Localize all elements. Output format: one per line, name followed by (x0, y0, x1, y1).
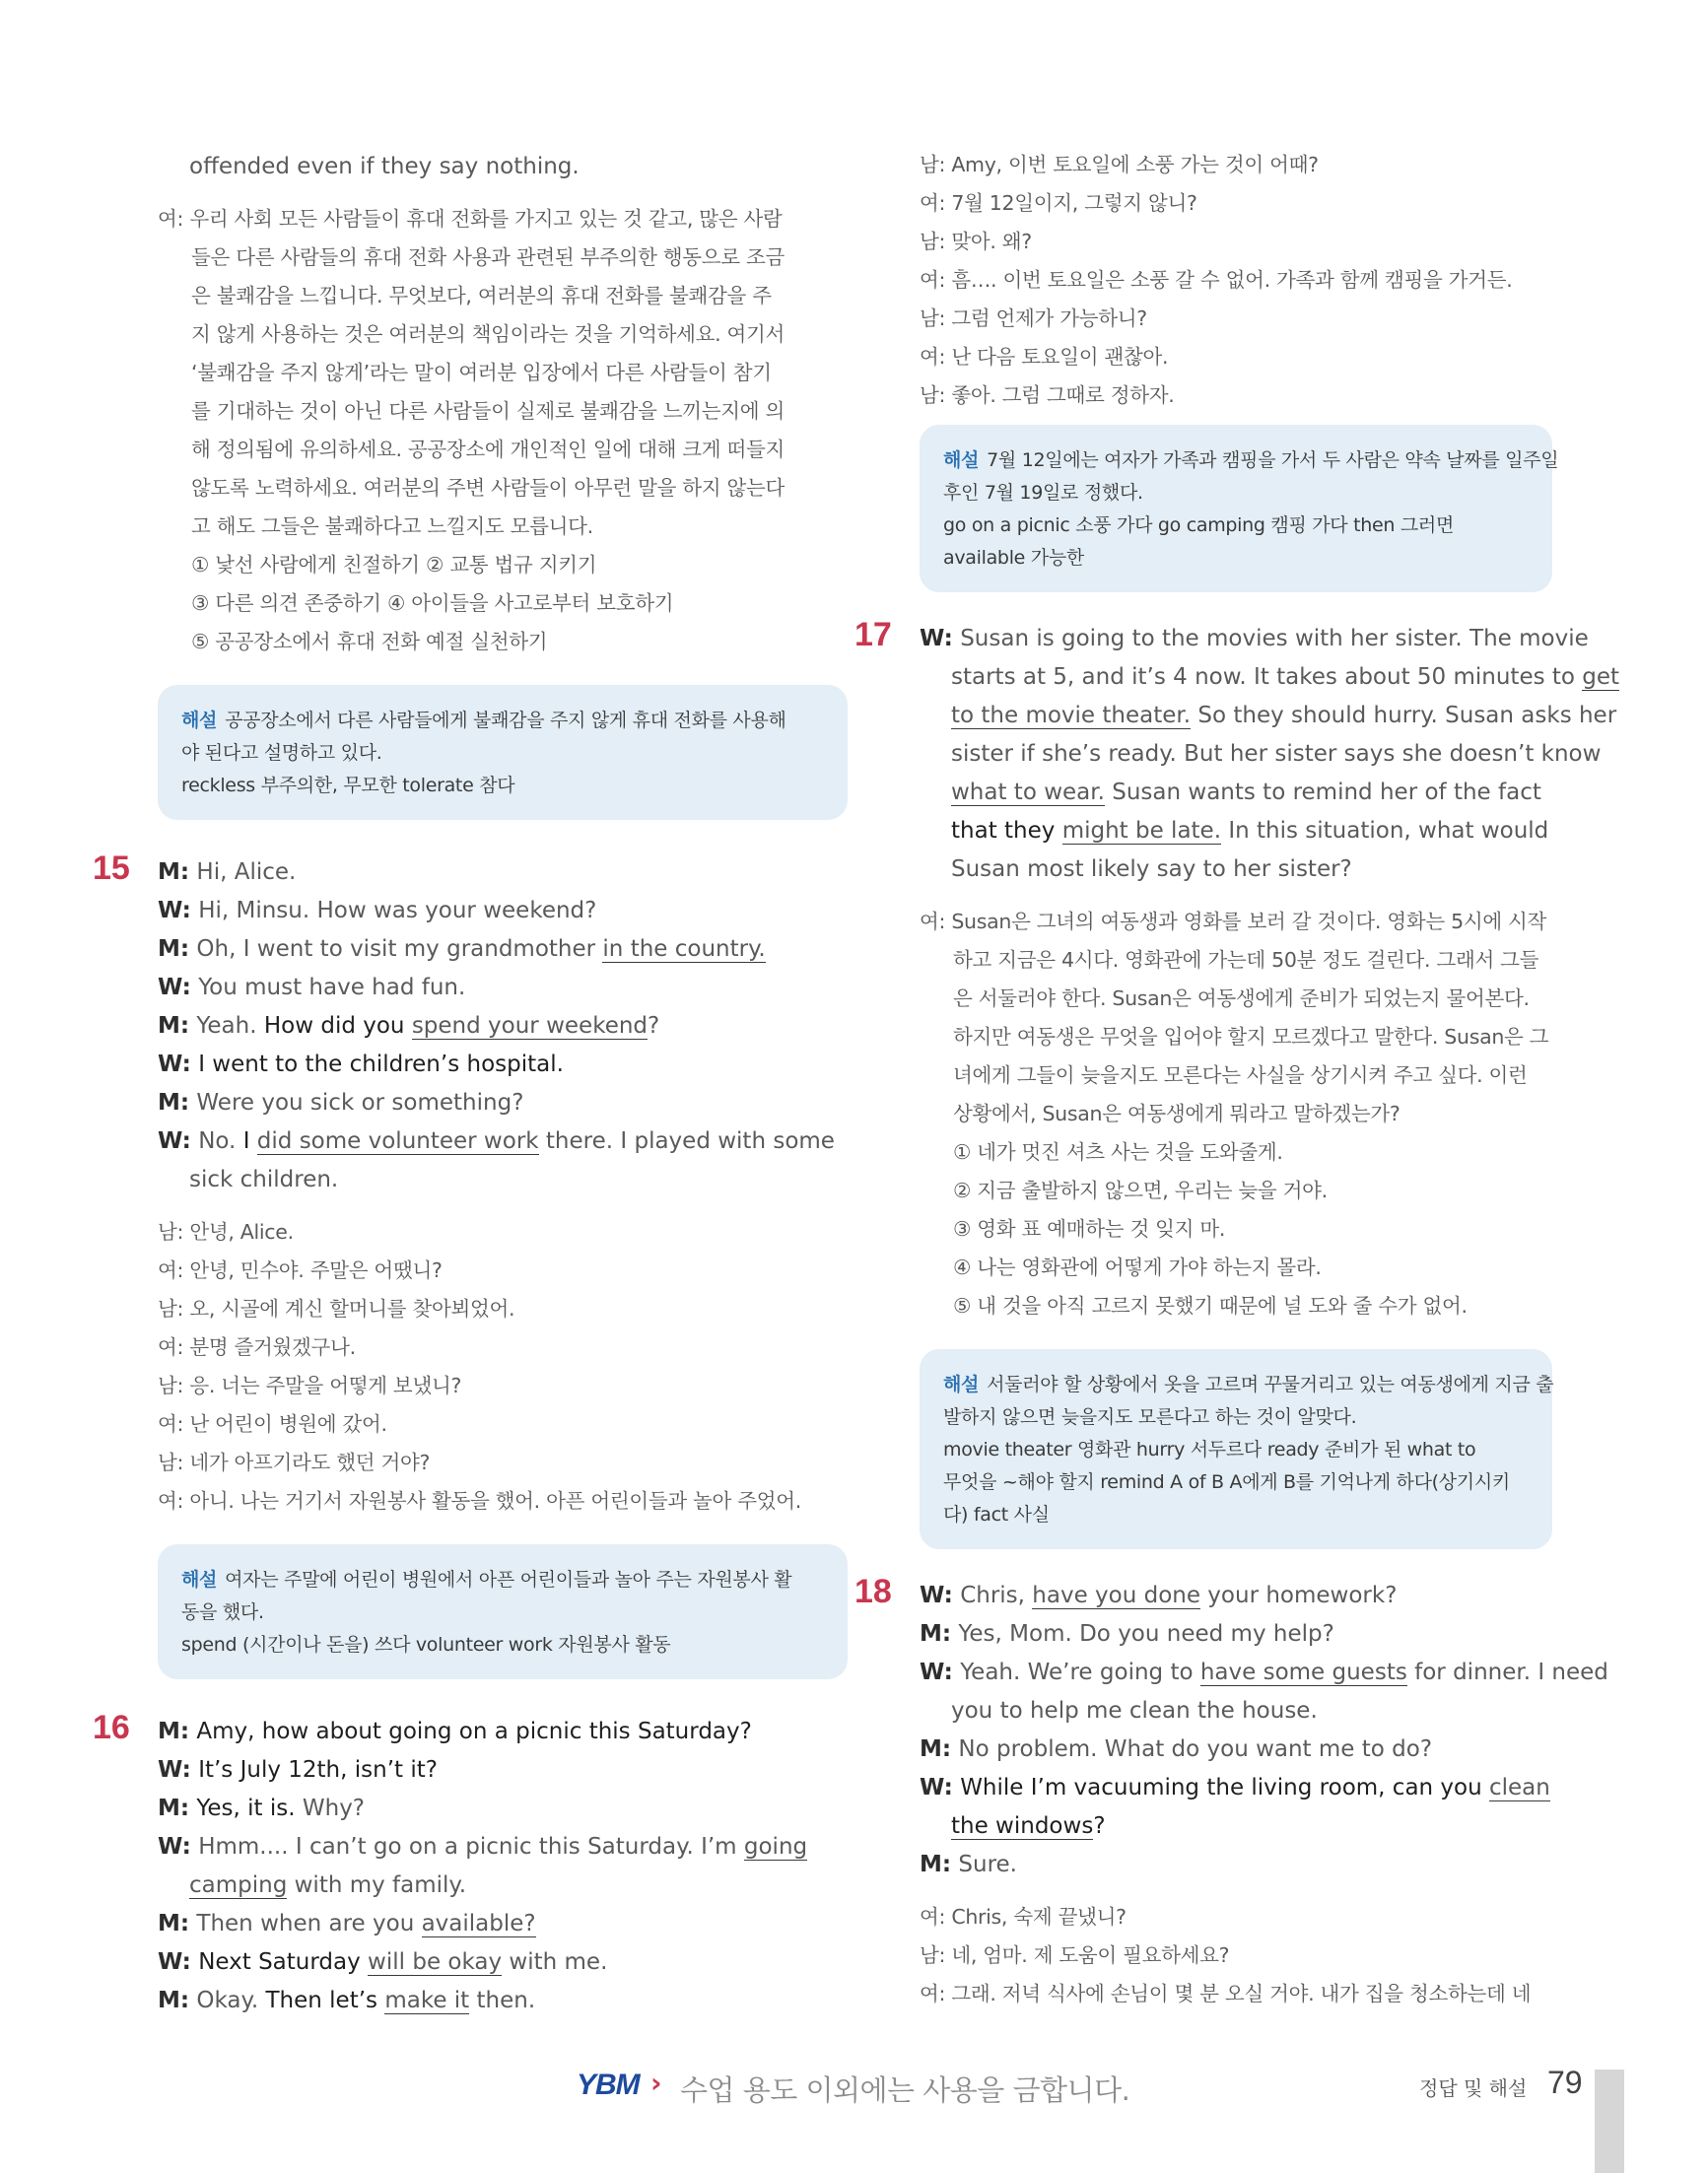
line-text: Chris, (960, 1583, 1033, 1608)
section-label: 정답 및 해설 (1419, 2076, 1528, 2100)
speaker-label: W: (920, 626, 953, 651)
line-text: You must have had fun. (198, 975, 466, 1000)
explanation-label: 해설 (943, 1374, 980, 1395)
vocab-line: available 가능한 (943, 547, 1084, 569)
explanation-text: 7월 12일에는 여자가 가족과 캠핑을 가서 두 사람은 약속 날짜를 일주일 (987, 449, 1559, 471)
speaker-label: W: (158, 1052, 191, 1077)
line-text: there. I played with some (538, 1128, 835, 1154)
translation-line: 않도록 노력하세요. 여러분의 주변 사람들이 아무런 말을 하지 않는다 (191, 476, 786, 500)
translation-line: 하지만 여동생은 무엇을 입어야 할지 모르겠다고 말한다. Susan은 그 (953, 1025, 1549, 1049)
dictation-answer: spend your weekend (411, 1013, 649, 1039)
key-phrase: It’s July 12th, isn’t it? (198, 1757, 438, 1783)
dialogue-line (93, 1709, 848, 1751)
explanation-line (943, 1401, 1529, 1434)
explanation-text: 야 된다고 설명하고 있다. (181, 742, 382, 764)
key-phrase: I (242, 1128, 257, 1154)
dictation-answer: the windows (951, 1813, 1094, 1839)
chevron-right-icon: › (650, 2067, 662, 2099)
key-phrase: Next Saturday (198, 1949, 369, 1975)
translation-line: 해 정의됨에 유의하세요. 공공장소에 개인적인 일에 대해 크게 떠들지 (191, 438, 786, 461)
key-phrase: Yes, it is. (196, 1796, 296, 1821)
dictation-answer: what to wear. (951, 780, 1105, 805)
dialogue-line (158, 1867, 848, 1905)
key-phrase: I went to the children’s hospital. (198, 1052, 564, 1077)
line-text: with me. (502, 1949, 608, 1975)
translation-line: 여: Chris, 숙제 끝냈니? (920, 1905, 1127, 1929)
translation-line: 남: 안녕, Alice. (158, 1220, 294, 1244)
explanation-text: 공공장소에서 다른 사람들에게 불쾌감을 주지 않게 휴대 전화를 사용해 (225, 710, 786, 731)
speaker-label: W: (920, 1583, 953, 1608)
transcript-line (920, 697, 1617, 735)
dictation-answer: camping (189, 1872, 288, 1898)
dictation-answer: have some guests (1199, 1660, 1407, 1685)
speaker-label: W: (920, 1660, 953, 1685)
speaker-label: M: (920, 1736, 952, 1762)
spacer (158, 661, 848, 675)
key-phrase: Then let’s (265, 1988, 385, 2013)
explanation-text: 여자는 주말에 어린이 병원에서 아픈 어린이들과 놀아 주는 자원봉사 활 (225, 1569, 792, 1591)
page-edge-tab (1595, 2070, 1624, 2173)
translation-line: ② 지금 출발하지 않으면, 우리는 늦을 거야. (953, 1179, 1328, 1202)
speaker-label: M: (158, 1013, 190, 1039)
line-text: Hi, Minsu. How was your weekend? (198, 898, 597, 923)
dialogue-line (158, 930, 848, 969)
dialogue-line (158, 1046, 848, 1084)
line-text: Sure. (958, 1852, 1017, 1877)
translation-line: 여: 안녕, 민수야. 주말은 어땠니? (158, 1258, 443, 1282)
dialogue-line (158, 1943, 848, 1982)
question-number-18: 18 (854, 1573, 892, 1610)
dialogue-line (158, 1982, 848, 2020)
translation-line: 여: 아니. 나는 거기서 자원봉사 활동을 했어. 아픈 어린이들과 놀아 주었어. (158, 1489, 802, 1513)
dictation-answer: have you done (1032, 1583, 1200, 1608)
dialogue-line (920, 1731, 1552, 1769)
explanation-line (181, 1564, 824, 1596)
spacer (158, 834, 848, 853)
explanation-line (181, 705, 824, 737)
vocab-line: spend (시간이나 돈을) 쓰다 volunteer work 자원봉사 활동 (181, 1634, 671, 1656)
explanation-text: 서둘러야 할 상황에서 옷을 고르며 꾸물거리고 있는 여동생에게 지금 출 (987, 1374, 1554, 1395)
translation-line: 녀에게 그들이 늦을지도 모른다는 사실을 상기시켜 주고 싶다. 이런 (953, 1063, 1528, 1087)
translation-line: 지 않게 사용하는 것은 여러분의 책임이라는 것을 기억하세요. 여기서 (191, 322, 786, 346)
spacer (158, 1199, 848, 1213)
transcript-line (920, 735, 1602, 774)
translation-line: ③ 다른 의견 존중하기 ④ 아이들을 사고로부터 보호하기 (191, 591, 674, 615)
line-text: Okay. (196, 1988, 266, 2013)
speaker-label: W: (158, 975, 191, 1000)
speaker-label: W: (158, 1757, 191, 1783)
dialogue-line (158, 1790, 848, 1828)
line-text: ? (648, 1013, 660, 1039)
line-text: In this situation, what would (1221, 818, 1549, 844)
explanation-text: 동을 했다. (181, 1601, 264, 1623)
explanation-text: 발하지 않으면 늦을지도 모른다고 하는 것이 알맞다. (943, 1406, 1357, 1428)
transcript-line (920, 658, 1620, 697)
speaker-label: M: (158, 936, 190, 962)
translation-line: 여: 7월 12일이지, 그렇지 않니? (920, 191, 1197, 215)
line-text: your homework? (1200, 1583, 1398, 1608)
dictation-answer: going (743, 1834, 808, 1860)
spacer (920, 889, 1552, 903)
dialogue-line (158, 892, 848, 930)
dialogue-line (158, 1905, 848, 1943)
usage-notice: 수업 용도 이외에는 사용을 금합니다. (680, 2073, 1130, 2107)
translation-line: ① 네가 멋진 셔츠 사는 것을 도와줄게. (953, 1140, 1283, 1164)
dictation-answer: get (1582, 664, 1620, 690)
line-text: No. (198, 1128, 243, 1154)
spacer (158, 1521, 848, 1534)
explanation-text: 후인 7월 19일로 정했다. (943, 482, 1143, 504)
translation-line: 들은 다른 사람들의 휴대 전화 사용과 관련된 부주의한 행동으로 조금 (191, 245, 786, 269)
explanation-box-14 (158, 685, 848, 820)
dictation-answer: clean (1489, 1775, 1550, 1800)
dialogue-line (920, 1769, 1552, 1807)
line-text: ? (1093, 1813, 1106, 1839)
question-number-17: 17 (854, 616, 892, 653)
dialogue-line (158, 1084, 848, 1122)
spacer (158, 186, 848, 200)
speaker-label: M: (920, 1621, 952, 1647)
vocab-line: reckless 부주의한, 무모한 tolerate 참다 (181, 775, 515, 796)
spacer (158, 1693, 848, 1713)
line-text: then. (469, 1988, 536, 2013)
vocab-line: 다) fact 사실 (943, 1504, 1050, 1526)
spacer (920, 1325, 1552, 1339)
dictation-answer: to the movie theater. (951, 703, 1192, 728)
spacer (920, 1884, 1552, 1898)
dialogue-line (854, 1573, 1552, 1615)
translation-line: ⑤ 내 것을 아직 고르지 못했기 때문에 널 도와 줄 수가 없어. (953, 1294, 1468, 1318)
spacer (920, 606, 1552, 620)
left-column (93, 148, 848, 2020)
right-column (854, 146, 1620, 2013)
translation-line: ‘불쾌감을 주지 않게’라는 말이 여러분 입장에서 다른 사람들이 참기 (191, 361, 772, 384)
explanation-line (181, 737, 824, 770)
line-text: with my family. (287, 1872, 467, 1898)
speaker-label: W: (158, 1128, 191, 1154)
translation-line: 남: Amy, 이번 토요일에 소풍 가는 것이 어때? (920, 153, 1319, 176)
translation-line: 남: 맞아. 왜? (920, 230, 1032, 253)
transcript-line: offended even if they say nothing. (189, 154, 580, 179)
ybm-logo: YBM (577, 2069, 640, 2101)
key-phrase: Amy, how about going on a picnic this Saturday? (196, 1719, 752, 1744)
explanation-label: 해설 (943, 449, 980, 471)
line-text: starts at 5, and it’s 4 now. It takes about 50 minutes to (951, 664, 1583, 690)
dialogue-line (158, 1007, 848, 1046)
dialogue-line (158, 1751, 848, 1790)
translation-line: 고 해도 그들은 불쾌하다고 느낄지도 모릅니다. (191, 514, 593, 538)
line-text: So they should hurry. Susan asks her (1191, 703, 1617, 728)
translation-line: 남: 응. 너는 주말을 어떻게 보냈니? (158, 1374, 462, 1397)
translation-line: 여: 난 다음 토요일이 괜찮아. (920, 345, 1169, 369)
vocab-line: movie theater 영화관 hurry 서두르다 ready 준비가 된 what to (943, 1439, 1476, 1460)
translation-line: ⑤ 공공장소에서 휴대 전화 예절 실천하기 (191, 630, 548, 653)
explanation-label: 해설 (181, 1569, 218, 1591)
dictation-answer: available? (421, 1911, 536, 1936)
translation-line: ③ 영화 표 예매하는 것 잊지 마. (953, 1217, 1226, 1241)
transcript-line (920, 850, 1552, 889)
translation-line: 남: 네, 엄마. 제 도움이 필요하세요? (920, 1943, 1230, 1967)
speaker-label: W: (158, 1949, 191, 1975)
dialogue-line (158, 1122, 848, 1161)
line-text: Were you sick or something? (196, 1090, 524, 1116)
translation-line: 상황에서, Susan은 여동생에게 뭐라고 말하겠는가? (953, 1102, 1401, 1125)
question-number-16: 16 (93, 1709, 130, 1746)
line-text: Hmm.... I can’t go on a picnic this Saturday. I’m (198, 1834, 744, 1860)
line-text: Then when are you (196, 1911, 422, 1936)
page-footer (0, 2065, 1708, 2114)
dialogue-line (93, 849, 848, 892)
translation-line: 은 불쾌감을 느낍니다. 무엇보다, 여러분의 휴대 전화를 불쾌감을 주 (191, 284, 772, 307)
vocab-line: 무엇을 ~해야 할지 remind A of B A에게 B를 기억나게 하다(상기시키 (943, 1471, 1510, 1493)
line-text: No problem. What do you want me to do? (958, 1736, 1433, 1762)
dialogue-line (920, 1846, 1552, 1884)
dialogue-line (158, 969, 848, 1007)
transcript-line (920, 812, 1552, 850)
explanation-label: 해설 (181, 710, 218, 731)
speaker-label: M: (158, 1090, 190, 1116)
dialogue-line: sick children. (189, 1167, 339, 1192)
translation-line: 여: 난 어린이 병원에 갔어. (158, 1412, 387, 1436)
line-text: Susan most likely say to her sister? (951, 856, 1352, 882)
speaker-label: M: (158, 1796, 190, 1821)
line-text: Why? (295, 1796, 366, 1821)
translation-line: 여: Susan은 그녀의 여동생과 영화를 보러 갈 것이다. 영화는 5시에 시작 (920, 910, 1547, 933)
explanation-box-16 (920, 425, 1559, 592)
line-text: Yeah. We’re going to (960, 1660, 1200, 1685)
dialogue-line (920, 1654, 1608, 1692)
speaker-label: M: (158, 1988, 190, 2013)
translation-line: 를 기대하는 것이 아닌 다른 사람들이 실제로 불쾌감을 느끼는지에 의 (191, 399, 786, 423)
key-phrase: How did you (263, 1013, 412, 1039)
translation-line: 남: 좋아. 그럼 그때로 정하자. (920, 383, 1175, 407)
line-text: Susan wants to remind her of the fact (1104, 780, 1541, 805)
translation-line: 남: 네가 아프기라도 했던 거야? (158, 1451, 431, 1474)
transcript-line (920, 774, 1552, 812)
key-phrase: While I’m vacuuming the living room, can you (960, 1775, 1489, 1800)
speaker-label: M: (920, 1852, 952, 1877)
speaker-label: M: (158, 1719, 190, 1744)
dictation-answer: did some volunteer work (256, 1128, 539, 1154)
explanation-line (943, 477, 1529, 509)
dictation-answer: will be okay (368, 1949, 503, 1975)
translation-line: ① 낯선 사람에게 친절하기 ② 교통 법규 지키기 (191, 553, 597, 577)
translation-line: ④ 나는 영화관에 어떻게 가야 하는지 몰라. (953, 1256, 1322, 1279)
explanation-box-17 (920, 1349, 1552, 1549)
spacer (920, 1563, 1552, 1577)
speaker-label: M: (158, 859, 190, 885)
page-number: 79 (1547, 2065, 1583, 2100)
dictation-answer: in the country. (602, 936, 766, 962)
dialogue-line: you to help me clean the house. (951, 1698, 1318, 1724)
translation-line: 남: 그럼 언제가 가능하니? (920, 306, 1147, 330)
translation-line: 여: 우리 사회 모든 사람들이 휴대 전화를 가지고 있는 것 같고, 많은 사람 (158, 207, 783, 231)
speaker-label: W: (158, 1834, 191, 1860)
line-text: sister if she’s ready. But her sister says she doesn’t know (951, 741, 1602, 767)
key-phrase: that they (951, 818, 1062, 844)
speaker-label: M: (158, 1911, 190, 1936)
translation-line: 남: 오, 시골에 계신 할머니를 찾아뵈었어. (158, 1297, 515, 1321)
transcript-line (854, 616, 1589, 658)
explanation-line (943, 444, 1559, 477)
dialogue-line (920, 1807, 1552, 1846)
translation-line: 은 서둘러야 한다. Susan은 여동생에게 준비가 되었는지 물어본다. (953, 986, 1530, 1010)
line-text: Hi, Alice. (196, 859, 297, 885)
line-text: for dinner. I need (1406, 1660, 1608, 1685)
speaker-label: W: (920, 1775, 953, 1800)
translation-line: 여: 흠…. 이번 토요일은 소풍 갈 수 없어. 가족과 함께 캠핑을 가거든. (920, 268, 1513, 292)
line-text: Susan is going to the movies with her sister. The movie (960, 626, 1589, 651)
vocab-line: go on a picnic 소풍 가다 go camping 캠핑 가다 then 그러면 (943, 514, 1455, 536)
dialogue-line (158, 1828, 848, 1867)
dictation-answer: make it (384, 1988, 470, 2013)
line-text: Oh, I went to visit my grandmother (196, 936, 603, 962)
translation-line: 여: 분명 즐거웠겠구나. (158, 1335, 356, 1359)
translation-line: 하고 지금은 4시다. 영화관에 가는데 50분 정도 걸린다. 그래서 그들 (953, 948, 1539, 972)
dialogue-line (920, 1615, 1552, 1654)
explanation-line (181, 1596, 824, 1629)
explanation-line (943, 1369, 1554, 1401)
explanation-box-15 (158, 1544, 848, 1679)
line-text: Yeah. (196, 1013, 264, 1039)
translation-line: 여: 그래. 저녁 식사에 손님이 몇 분 오실 거야. 내가 집을 청소하는데 네 (920, 1982, 1532, 2005)
line-text: Yes, Mom. Do you need my help? (958, 1621, 1334, 1647)
question-number-15: 15 (93, 849, 130, 887)
speaker-label: W: (158, 898, 191, 923)
dictation-answer: might be late. (1061, 818, 1222, 844)
